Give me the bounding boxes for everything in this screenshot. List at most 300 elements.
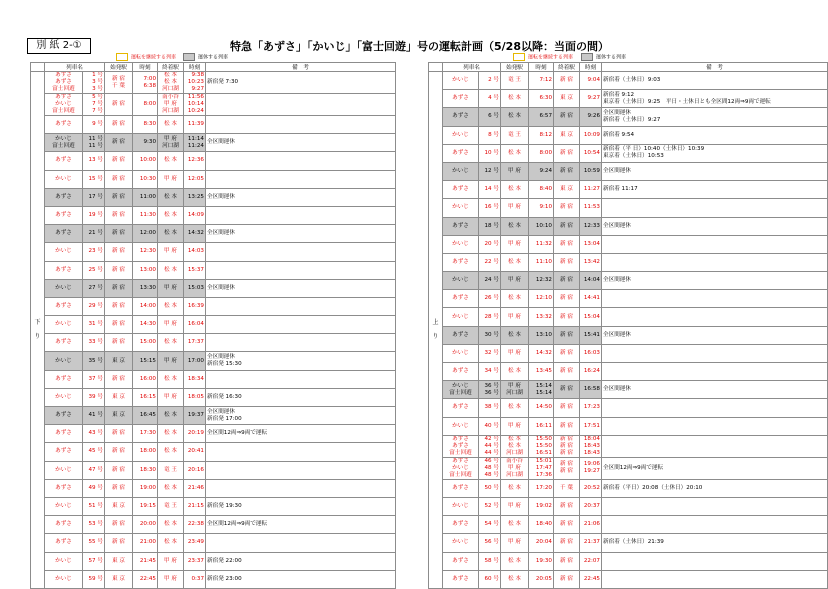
origin-station: 松 本 — [501, 516, 529, 534]
train-row — [31, 388, 396, 406]
arrival-time: 15:41 — [580, 326, 602, 344]
train-name: あずさ — [45, 261, 83, 279]
train-number: 6 号 — [479, 108, 501, 126]
departure-time: 19:02 — [529, 497, 554, 515]
legend-suspend-swatch — [183, 53, 195, 61]
arrival-time: 19:37 — [184, 407, 206, 425]
origin-station: 甲 府 — [501, 344, 529, 362]
train-name: かいじ — [45, 170, 83, 188]
destination-station: 新 宿 — [554, 290, 580, 308]
origin-station: 甲 府 — [501, 235, 529, 253]
departure-time: 13:00 — [133, 261, 158, 279]
train-number: 5 号 7 号 7 号 — [83, 94, 105, 116]
remarks: 新宿発 22:00 — [206, 552, 396, 570]
train-number: 36 号 36 号 — [479, 381, 501, 399]
departure-time: 11:10 — [529, 253, 554, 271]
arrival-time: 17:00 — [184, 352, 206, 370]
departure-time: 18:40 — [529, 516, 554, 534]
origin-station: 甲 府 河口湖 — [501, 381, 529, 399]
arrival-time: 18:05 — [184, 388, 206, 406]
legend-continue-right — [513, 53, 573, 61]
remarks — [206, 534, 396, 552]
remarks — [602, 290, 828, 308]
arrival-time: 12:05 — [184, 170, 206, 188]
departure-time: 16:45 — [133, 407, 158, 425]
departure-time: 9:10 — [529, 199, 554, 217]
remarks: 全区間運休 — [602, 162, 828, 180]
origin-station: 南小谷 甲 府 河口湖 — [501, 457, 529, 479]
departure-time: 8:40 — [529, 181, 554, 199]
train-number: 10 号 — [479, 144, 501, 162]
arrival-time: 21:46 — [184, 479, 206, 497]
remarks: 全区間運休 新宿発 15:30 — [206, 352, 396, 370]
arrival-time: 9:04 — [580, 72, 602, 90]
train-number: 1 号 3 号 3 号 — [83, 72, 105, 94]
train-row — [31, 188, 396, 206]
arrival-time: 12:33 — [580, 217, 602, 235]
origin-station: 東 京 — [105, 352, 133, 370]
train-name: あずさ — [45, 479, 83, 497]
train-row — [429, 199, 828, 217]
train-row — [429, 272, 828, 290]
destination-station: 東 京 — [554, 126, 580, 144]
arrival-time: 16:58 — [580, 381, 602, 399]
column-header: 時刻 — [529, 63, 554, 72]
destination-station: 新 宿 — [554, 199, 580, 217]
remarks: 全区間運休 — [602, 326, 828, 344]
train-row — [429, 552, 828, 570]
departure-time: 13:30 — [133, 279, 158, 297]
train-number: 38 号 — [479, 399, 501, 417]
train-row — [31, 370, 396, 388]
departure-time: 7:00 6:38 — [133, 72, 158, 94]
train-number: 8 号 — [479, 126, 501, 144]
departure-time: 21:45 — [133, 552, 158, 570]
train-row — [429, 235, 828, 253]
origin-station: 東 京 — [105, 497, 133, 515]
remarks — [602, 308, 828, 326]
destination-station: 新 宿 — [554, 308, 580, 326]
remarks — [206, 334, 396, 352]
train-name: かいじ — [443, 162, 479, 180]
remarks — [602, 199, 828, 217]
departure-time: 20:05 — [529, 570, 554, 588]
arrival-time: 12:36 — [184, 152, 206, 170]
column-header: 時刻 — [184, 63, 206, 72]
legend-continue-label: 運転を継続する列車 — [131, 54, 177, 61]
destination-station: 竜 王 — [158, 461, 184, 479]
arrival-time: 21:06 — [580, 516, 602, 534]
remarks — [206, 370, 396, 388]
origin-station: 松 本 — [501, 217, 529, 235]
train-row — [429, 457, 828, 479]
train-row — [31, 516, 396, 534]
train-name: かいじ — [443, 126, 479, 144]
arrival-time: 9:38 10:23 9:27 — [184, 72, 206, 94]
train-row — [429, 72, 828, 90]
remarks: 新宿着（平 日）10:40（土休日）10:39 東京着（土休日）10:53 — [602, 144, 828, 162]
departure-time: 14:50 — [529, 399, 554, 417]
arrival-time: 17:37 — [184, 334, 206, 352]
origin-station: 松 本 松 本 河口湖 — [501, 435, 529, 457]
remarks: 新宿着 11:17 — [602, 181, 828, 199]
destination-station: 松 本 — [158, 261, 184, 279]
arrival-time: 11:53 — [580, 199, 602, 217]
train-number: 25 号 — [83, 261, 105, 279]
train-row — [31, 352, 396, 370]
destination-station: 松 本 — [158, 425, 184, 443]
train-number: 40 号 — [479, 417, 501, 435]
train-number: 60 号 — [479, 570, 501, 588]
train-name: かいじ — [443, 497, 479, 515]
remarks: 全区間運休 — [206, 225, 396, 243]
train-name: あずさ — [45, 152, 83, 170]
origin-station: 甲 府 — [501, 308, 529, 326]
train-name: あずさ — [45, 443, 83, 461]
train-row — [31, 243, 396, 261]
remarks — [206, 206, 396, 224]
train-name: かいじ — [443, 308, 479, 326]
departure-time: 18:00 — [133, 443, 158, 461]
arrival-time: 20:52 — [580, 479, 602, 497]
remarks — [206, 261, 396, 279]
origin-station: 新 宿 千 葉 — [105, 72, 133, 94]
train-name: あずさ かいじ 富士回遊 — [45, 94, 83, 116]
train-name: あずさ あずさ 富士回遊 — [45, 72, 83, 94]
arrival-time: 15:04 — [580, 308, 602, 326]
arrival-time: 14:04 — [580, 272, 602, 290]
departure-time: 12:10 — [529, 290, 554, 308]
train-name: あずさ — [443, 90, 479, 108]
train-number: 47 号 — [83, 461, 105, 479]
train-row — [31, 152, 396, 170]
train-name: あずさ — [443, 552, 479, 570]
arrival-time: 13:42 — [580, 253, 602, 271]
remarks: 全区間12両⇒9両で運転 — [206, 425, 396, 443]
destination-station: 甲 府 — [158, 316, 184, 334]
train-row — [429, 479, 828, 497]
train-name: あずさ かいじ 富士回遊 — [443, 457, 479, 479]
train-name: あずさ — [443, 570, 479, 588]
destination-station: 松 本 — [158, 334, 184, 352]
origin-station: 東 京 — [105, 407, 133, 425]
remarks — [602, 399, 828, 417]
down-table — [30, 62, 396, 589]
departure-time: 15:15 — [133, 352, 158, 370]
origin-station: 新 宿 — [105, 116, 133, 134]
train-number: 18 号 — [479, 217, 501, 235]
arrival-time: 15:03 — [184, 279, 206, 297]
train-name: あずさ — [443, 108, 479, 126]
arrival-time: 17:51 — [580, 417, 602, 435]
destination-station: 甲 府 河口湖 — [158, 134, 184, 152]
destination-station: 甲 府 — [158, 170, 184, 188]
train-row — [429, 290, 828, 308]
destination-station: 新 宿 — [554, 570, 580, 588]
destination-station: 千 葉 — [554, 479, 580, 497]
destination-station: 新 宿 新 宿 — [554, 457, 580, 479]
arrival-time: 14:32 — [184, 225, 206, 243]
train-name: かいじ — [45, 570, 83, 588]
departure-time: 7:12 — [529, 72, 554, 90]
side-header — [31, 63, 45, 72]
remarks: 全区間運休 新宿着（土休日）9:27 — [602, 108, 828, 126]
remarks — [206, 443, 396, 461]
origin-station: 新 宿 — [105, 316, 133, 334]
train-name: かいじ — [443, 344, 479, 362]
origin-station: 新 宿 — [105, 443, 133, 461]
train-row — [429, 363, 828, 381]
train-name: あずさ — [443, 217, 479, 235]
remarks — [602, 363, 828, 381]
arrival-time: 11:14 11:24 — [184, 134, 206, 152]
train-row — [31, 570, 396, 588]
origin-station: 新 宿 — [105, 297, 133, 315]
train-row — [31, 261, 396, 279]
arrival-time: 14:41 — [580, 290, 602, 308]
train-row — [31, 534, 396, 552]
train-name: あずさ — [443, 253, 479, 271]
train-name: かいじ 富士回遊 — [443, 381, 479, 399]
arrival-time: 11:27 — [580, 181, 602, 199]
column-header: 備 考 — [206, 63, 396, 72]
train-name: かいじ — [443, 72, 479, 90]
column-header: 列車名 — [443, 63, 501, 72]
origin-station: 甲 府 — [501, 417, 529, 435]
departure-time: 17:20 — [529, 479, 554, 497]
origin-station: 新 宿 — [105, 516, 133, 534]
origin-station: 新 宿 — [105, 134, 133, 152]
destination-station: 新 宿 — [554, 217, 580, 235]
remarks: 新宿発 16:30 — [206, 388, 396, 406]
origin-station: 松 本 — [501, 552, 529, 570]
remarks: 全区間12両⇒9両で運転 — [206, 516, 396, 534]
arrival-time: 19:06 19:27 — [580, 457, 602, 479]
train-name: かいじ — [45, 352, 83, 370]
train-number: 39 号 — [83, 388, 105, 406]
train-row — [429, 534, 828, 552]
train-row — [429, 253, 828, 271]
arrival-time: 21:15 — [184, 497, 206, 515]
origin-station: 新 宿 — [105, 534, 133, 552]
train-row — [429, 435, 828, 457]
up-table — [428, 62, 828, 589]
arrival-time: 16:39 — [184, 297, 206, 315]
destination-station: 新 宿 — [554, 381, 580, 399]
arrival-time: 13:25 — [184, 188, 206, 206]
column-header: 始発駅 — [105, 63, 133, 72]
destination-station: 新 宿 — [554, 399, 580, 417]
origin-station: 新 宿 — [105, 425, 133, 443]
train-number: 42 号 44 号 44 号 — [479, 435, 501, 457]
legend-suspend-swatch — [581, 53, 593, 61]
train-name: あずさ — [45, 116, 83, 134]
remarks — [206, 94, 396, 116]
train-name: あずさ — [45, 534, 83, 552]
remarks — [602, 417, 828, 435]
destination-station: 新 宿 — [554, 363, 580, 381]
remarks — [206, 297, 396, 315]
origin-station: 甲 府 — [501, 497, 529, 515]
remarks: 新宿着 9:12 東京着（土休日）9:25 平日・土休日とも全区間12両⇒9両で運転 — [602, 90, 828, 108]
destination-station: 松 本 松 本 河口湖 — [158, 72, 184, 94]
departure-time: 13:45 — [529, 363, 554, 381]
departure-time: 16:11 — [529, 417, 554, 435]
train-number: 46 号 48 号 48 号 — [479, 457, 501, 479]
arrival-time: 11:39 — [184, 116, 206, 134]
train-number: 30 号 — [479, 326, 501, 344]
train-name: あずさ — [45, 334, 83, 352]
train-number: 45 号 — [83, 443, 105, 461]
arrival-time: 20:41 — [184, 443, 206, 461]
origin-station: 松 本 — [501, 479, 529, 497]
departure-time: 20:00 — [133, 516, 158, 534]
origin-station: 新 宿 — [105, 225, 133, 243]
train-number: 2 号 — [479, 72, 501, 90]
destination-station: 松 本 — [158, 152, 184, 170]
train-number: 59 号 — [83, 570, 105, 588]
remarks: 新宿発 23:00 — [206, 570, 396, 588]
train-number: 22 号 — [479, 253, 501, 271]
destination-station: 南小谷 甲 府 河口湖 — [158, 94, 184, 116]
train-number: 54 号 — [479, 516, 501, 534]
departure-time: 8:12 — [529, 126, 554, 144]
destination-station: 東 京 — [554, 181, 580, 199]
train-row — [31, 297, 396, 315]
arrival-time: 23:37 — [184, 552, 206, 570]
train-name: かいじ — [45, 552, 83, 570]
destination-station: 新 宿 — [554, 144, 580, 162]
train-number: 11 号 11 号 — [83, 134, 105, 152]
train-number: 15 号 — [83, 170, 105, 188]
arrival-time: 16:03 — [580, 344, 602, 362]
origin-station: 甲 府 — [501, 199, 529, 217]
train-number: 49 号 — [83, 479, 105, 497]
train-row — [429, 108, 828, 126]
origin-station: 松 本 — [501, 570, 529, 588]
origin-station: 甲 府 — [501, 272, 529, 290]
arrival-time: 22:38 — [184, 516, 206, 534]
arrival-time: 10:59 — [580, 162, 602, 180]
legend-continue-left — [116, 53, 176, 61]
destination-station: 新 宿 — [554, 516, 580, 534]
origin-station: 甲 府 — [501, 162, 529, 180]
remarks — [602, 516, 828, 534]
departure-time: 15:50 15:50 16:51 — [529, 435, 554, 457]
remarks — [206, 479, 396, 497]
departure-time: 15:14 15:14 — [529, 381, 554, 399]
departure-time: 18:30 — [133, 461, 158, 479]
train-row — [429, 181, 828, 199]
destination-station: 松 本 — [158, 534, 184, 552]
destination-station: 新 宿 — [554, 72, 580, 90]
arrival-time: 14:03 — [184, 243, 206, 261]
departure-time: 12:00 — [133, 225, 158, 243]
departure-time: 12:32 — [529, 272, 554, 290]
origin-station: 松 本 — [501, 108, 529, 126]
train-row — [31, 116, 396, 134]
destination-station: 松 本 — [158, 206, 184, 224]
origin-station: 新 宿 — [105, 334, 133, 352]
train-number: 26 号 — [479, 290, 501, 308]
train-number: 32 号 — [479, 344, 501, 362]
origin-station: 松 本 — [501, 144, 529, 162]
train-row — [31, 425, 396, 443]
destination-station: 竜 王 — [158, 497, 184, 515]
train-number: 33 号 — [83, 334, 105, 352]
destination-station: 新 宿 新 宿 新 宿 — [554, 435, 580, 457]
destination-station: 東 京 — [554, 90, 580, 108]
arrival-time: 10:09 — [580, 126, 602, 144]
train-name: あずさ — [45, 225, 83, 243]
destination-station: 甲 府 — [158, 570, 184, 588]
destination-station: 新 宿 — [554, 497, 580, 515]
destination-station: 新 宿 — [554, 253, 580, 271]
arrival-time: 20:19 — [184, 425, 206, 443]
remarks — [206, 461, 396, 479]
remarks: 新宿着（平日）20:08（土休日）20:10 — [602, 479, 828, 497]
remarks: 全区間運休 — [602, 272, 828, 290]
origin-station: 松 本 — [501, 253, 529, 271]
origin-station: 東 京 — [105, 388, 133, 406]
arrival-time: 9:27 — [580, 90, 602, 108]
arrival-time: 22:45 — [580, 570, 602, 588]
train-row — [31, 72, 396, 94]
train-row — [31, 170, 396, 188]
origin-station: 東 京 — [105, 552, 133, 570]
origin-station: 竜 王 — [501, 72, 529, 90]
destination-station: 松 本 — [158, 297, 184, 315]
train-number: 43 号 — [83, 425, 105, 443]
origin-station: 松 本 — [501, 326, 529, 344]
departure-time: 8:00 — [529, 144, 554, 162]
train-number: 51 号 — [83, 497, 105, 515]
destination-station: 新 宿 — [554, 272, 580, 290]
train-name: かいじ — [443, 235, 479, 253]
departure-time: 9:24 — [529, 162, 554, 180]
train-number: 9 号 — [83, 116, 105, 134]
destination-station: 新 宿 — [554, 108, 580, 126]
train-name: かいじ — [45, 497, 83, 515]
departure-time: 19:15 — [133, 497, 158, 515]
train-number: 27 号 — [83, 279, 105, 297]
train-row — [429, 381, 828, 399]
arrival-time: 20:16 — [184, 461, 206, 479]
train-number: 23 号 — [83, 243, 105, 261]
departure-time: 14:30 — [133, 316, 158, 334]
train-row — [429, 217, 828, 235]
train-row — [429, 417, 828, 435]
train-name: かいじ — [45, 388, 83, 406]
arrival-time: 13:04 — [580, 235, 602, 253]
departure-time: 13:10 — [529, 326, 554, 344]
train-name: あずさ — [443, 479, 479, 497]
departure-time: 8:00 — [133, 94, 158, 116]
departure-time: 21:00 — [133, 534, 158, 552]
train-name: あずさ — [45, 206, 83, 224]
remarks: 新宿着（土休日）9:03 — [602, 72, 828, 90]
train-name: かいじ — [45, 316, 83, 334]
arrival-time: 17:23 — [580, 399, 602, 417]
train-name: かいじ — [443, 272, 479, 290]
departure-time: 14:00 — [133, 297, 158, 315]
train-number: 56 号 — [479, 534, 501, 552]
remarks: 全区間12両⇒9両で運転 — [602, 457, 828, 479]
arrival-time: 16:24 — [580, 363, 602, 381]
train-row — [429, 144, 828, 162]
departure-time: 16:15 — [133, 388, 158, 406]
train-number: 53 号 — [83, 516, 105, 534]
